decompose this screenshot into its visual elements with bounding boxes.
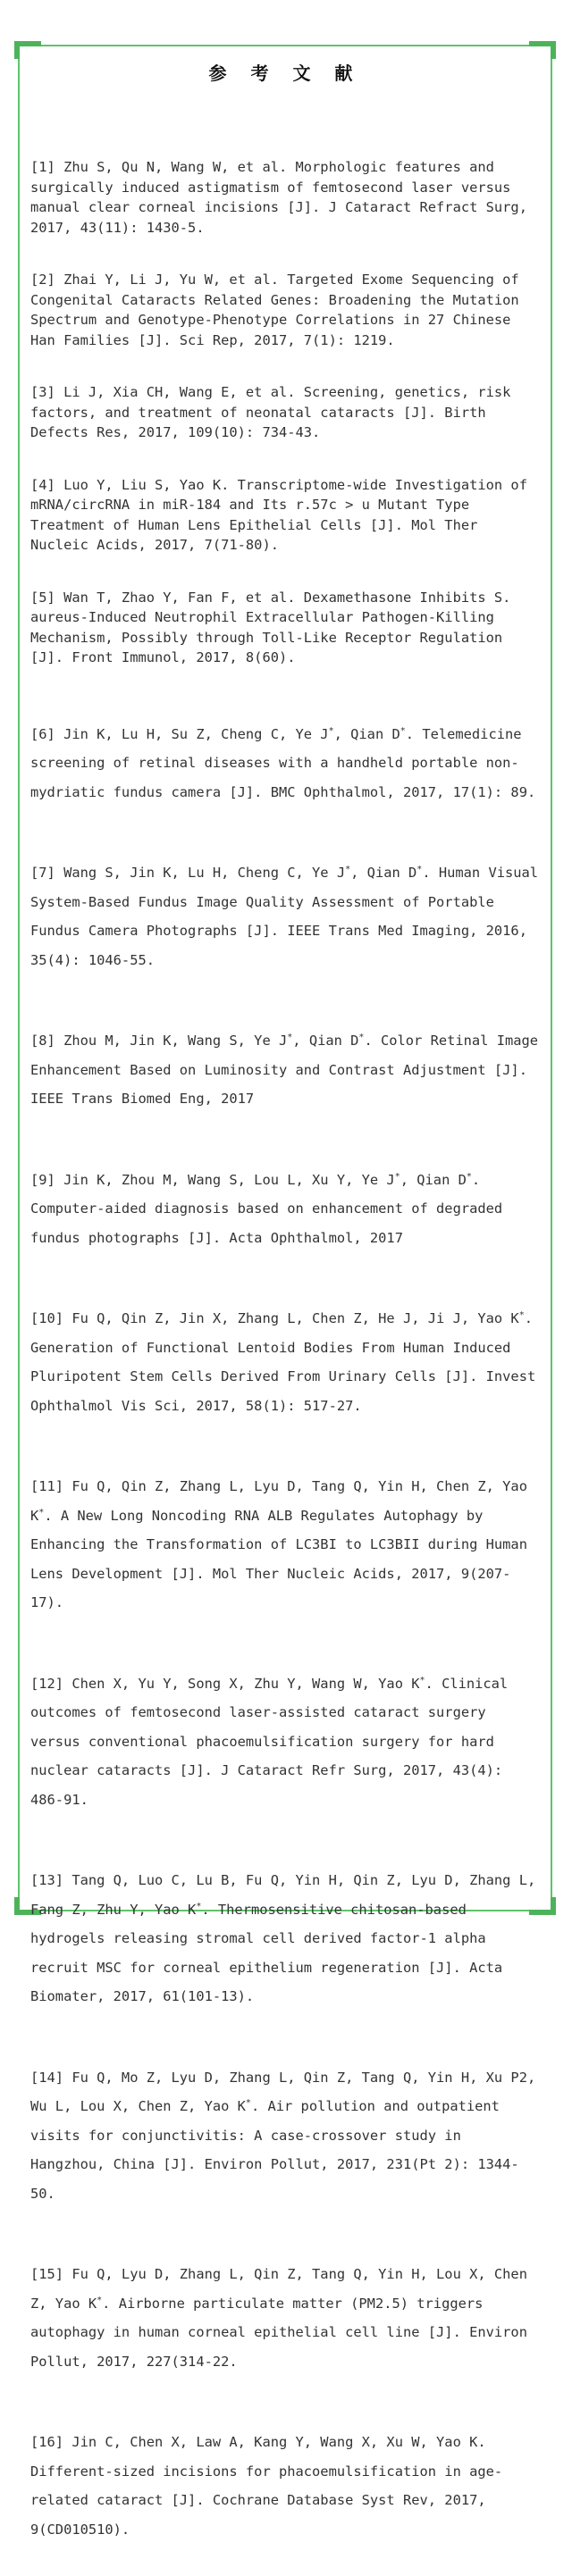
corresponding-author-mark: * (358, 1032, 365, 1042)
reference-citation: . Telemedicine screening of retinal diseases with a handheld portable non-mydriatic fundus camera [J]. BMC Ophthalmol, 2017, 17(1): 89. (30, 725, 536, 800)
reference-item (30, 2428, 540, 2544)
reference-authors: [13] Tang Q, Luo C, Lu B, Fu Q, Yin H, Qin Z, Lyu D, Zhang L, Fang Z, Zhu Y, Yao K (30, 1872, 544, 1918)
corner-bracket-top-left (14, 41, 41, 59)
reference-citation: . Thermosensitive chitosan-based hydrogels releasing stromal cell derived factor-1 alpha recruit MSC for corneal epithelium regeneration [J]. Acta Biomater, 2017, 61(101-13). (30, 1901, 511, 2004)
reference-authors: [16] Jin C, Chen X, Law A, Kang Y, Wang X, Xu W, Yao K. Different-sized incisions for phacoemulsification in age-related cataract [J]. Cochrane Database Syst Rev, 2017, 9(CD010510). (30, 2434, 503, 2538)
reference-authors: [11] Fu Q, Qin Z, Zhang L, Lyu D, Tang Q, Yin H, Chen Z, Yao K (30, 1478, 536, 1524)
reference-citation: . Air pollution and outpatient visits for conjunctivitis: A case-crossover study in Hangzhou, China [J]. Environ Pollut, 2017, 231(Pt 2): 1344-50. (30, 2098, 519, 2202)
corresponding-author-mark: * (466, 1171, 472, 1182)
reference-item: [2] Zhai Y, Li J, Yu W, et al. Targeted Exome Sequencing of Congenital Cataracts Related Genes: Broadening the Mutation Spectrum and Genotype-Phenotype Correlations in 27 Chinese Han Families [J]. Sci Rep, 2017, 7(1): 1219. (30, 272, 527, 348)
reference-authors: [12] Chen X, Yu Y, Song X, Zhu Y, Wang W, Yao K (30, 1675, 420, 1692)
reference-item (30, 2063, 544, 2209)
page-title: 参 考 文 献 (208, 63, 362, 84)
reference-citation: . Generation of Functional Lentoid Bodies From Human Induced Pluripotent Stem Cells Derived From Urinary Cells [J]. Invest Ophthalmol Vis Sci, 2017, 58(1): 517-27. (30, 1310, 544, 1414)
reference-item (30, 1669, 540, 1815)
corresponding-author-mark: * (419, 1675, 425, 1685)
reference-authors: , Qian D (333, 725, 400, 742)
corresponding-author-mark: * (38, 1507, 45, 1518)
reference-list (30, 125, 547, 2576)
corresponding-author-mark: * (416, 864, 423, 874)
reference-authors: [10] Fu Q, Qin Z, Jin X, Zhang L, Chen Z, He J, Ji J, Yao K (30, 1310, 519, 1326)
reference-authors: , Qian D (292, 1033, 359, 1049)
corresponding-author-mark: * (394, 1171, 400, 1182)
corresponding-author-mark: * (328, 725, 334, 736)
corresponding-author-mark: * (287, 1032, 293, 1042)
reference-item: [4] Luo Y, Liu S, Yao K. Transcriptome-wide Investigation of mRNA/circRNA in miR-184 and Its r.57c > u Mutant Type Treatment of Human Lens Epithelial Cells [J]. Mol Ther Nucleic Acids, 2017, 7(71-80). (30, 476, 536, 553)
reference-authors: [9] Jin K, Zhou M, Wang S, Lou L, Xu Y, Ye J (30, 1171, 395, 1188)
reference-citation: . Computer-aided diagnosis based on enhancement of degraded fundus photographs [J]. Acta Ophthalmol, 2017 (30, 1171, 511, 1246)
corner-bracket-top-right (529, 41, 556, 59)
reference-item (30, 1166, 540, 1253)
corresponding-author-mark: * (400, 725, 406, 736)
reference-authors: [7] Wang S, Jin K, Lu H, Cheng C, Ye J (30, 865, 346, 881)
reference-item (30, 1472, 540, 1618)
reference-item (30, 2260, 540, 2376)
reference-authors: [14] Fu Q, Mo Z, Lyu D, Zhang L, Qin Z, Tang Q, Yin H, Xu P2, Wu L, Lou X, Chen Z, Yao K (30, 2069, 544, 2114)
reference-item: [1] Zhu S, Qu N, Wang W, et al. Morphologic features and surgically induced astigmatism of femtosecond laser versus manual clear corneal incisions [J]. J Cataract Refract Surg, 2017, 43(11): 1430-5. (30, 159, 536, 236)
corresponding-author-mark: * (196, 1901, 202, 1911)
corresponding-author-mark: * (518, 1309, 525, 1320)
corresponding-author-mark: * (245, 2097, 251, 2108)
reference-authors: , Qian D (350, 865, 417, 881)
reference-authors: [6] Jin K, Lu H, Su Z, Cheng C, Ye J (30, 725, 329, 742)
reference-authors: [15] Fu Q, Lyu D, Zhang L, Qin Z, Tang Q, Yin H, Lou X, Chen Z, Yao K (30, 2266, 536, 2312)
reference-item: [5] Wan T, Zhao Y, Fan F, et al. Dexamethasone Inhibits S. aureus-Induced Neutrophil Extracellular Pathogen-Killing Mechanism, Possibly through Toll-Like Receptor Regulation [J]. Front Immunol, 2017, 8(60). (30, 589, 519, 665)
reference-citation: . A New Long Noncoding RNA ALB Regulates Autophagy by Enhancing the Transformation of LC3BI to LC3BII during Human Lens Development [J]. Mol Ther Nucleic Acids, 2017, 9(207-17). (30, 1507, 536, 1610)
corresponding-author-mark: * (97, 2295, 103, 2305)
reference-item (30, 720, 540, 807)
reference-item: [3] Li J, Xia CH, Wang E, et al. Screening, genetics, risk factors, and treatment of neonatal cataracts [J]. Birth Defects Res, 2017, 109(10): 734-43. (30, 384, 519, 440)
reference-authors: , Qian D (400, 1171, 467, 1188)
reference-citation: . Color Retinal Image Enhancement Based on Luminosity and Contrast Adjustment [J]. IEEE Trans Biomed Eng, 2017 (30, 1033, 547, 1107)
reference-item (30, 858, 547, 974)
reference-authors: [8] Zhou M, Jin K, Wang S, Ye J (30, 1033, 288, 1049)
reference-citation: . Human Visual System-Based Fundus Image Quality Assessment of Portable Fundus Camera Photographs [J]. IEEE Trans Med Imaging, 2016, 35(4): 1046-55. (30, 865, 547, 968)
reference-citation: . Airborne particulate matter (PM2.5) triggers autophagy in human corneal epithelial cell line [J]. Environ Pollut, 2017, 227(314-22. (30, 2295, 536, 2370)
reference-item (30, 1304, 544, 1420)
reference-item (30, 1026, 547, 1114)
corresponding-author-mark: * (345, 864, 351, 874)
reference-citation: . Clinical outcomes of femtosecond laser-assisted cataract surgery versus conventional phacoemulsification surgery for hard nuclear cataracts [J]. J Cataract Refr Surg, 2017, 43(4): 486-91. (30, 1675, 517, 1808)
reference-item (30, 1866, 544, 2011)
page-frame (18, 45, 552, 2538)
